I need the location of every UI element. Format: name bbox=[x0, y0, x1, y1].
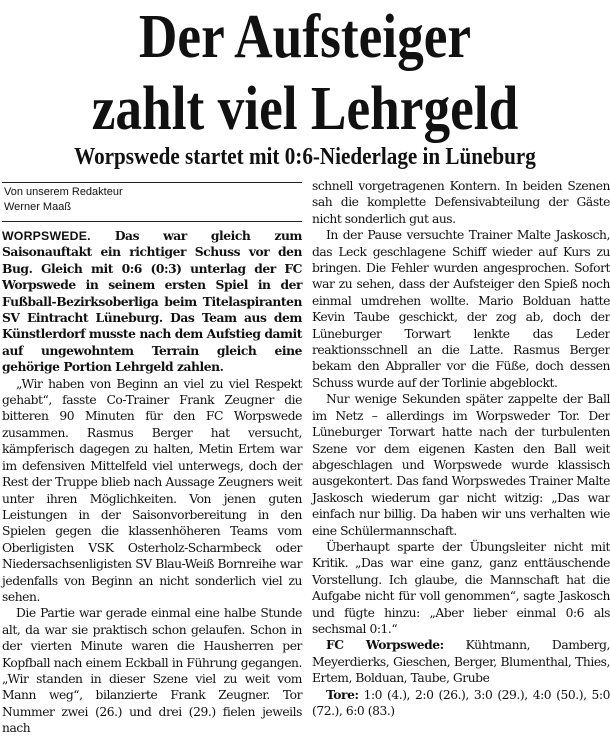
lineup-label: FC Worpswede: bbox=[326, 637, 444, 653]
byline-line-1: Von unserem Redakteur bbox=[4, 186, 123, 198]
lineup-text: Kühtmann, Damberg, Meyerdierks, Gieschen, Berger, Blumenthal, Thies, Ertem, Bolduan, Taube, Grube bbox=[312, 638, 610, 686]
byline bbox=[4, 185, 302, 215]
goals-label: Tore: bbox=[326, 686, 359, 702]
lead-paragraph bbox=[2, 228, 302, 376]
article-column-left bbox=[2, 178, 302, 737]
body-paragraph-1: „Wir haben von Beginn an viel zu viel Respekt gehabt“, fasste Co-Trainer Frank Zeugner die bitteren 90 Minuten für den FC Worpswede zusammen. Rasmus Berger hat versucht, kämpferisch dagegen zu halten, Metin Ertem war im defensiven Mittelfeld viel unterwegs, doch der Rest der Truppe blieb nach Aussage Zeugners weit unter ihren Möglichkeiten. Von jenen guten Leistungen in der Saisonvorbereitung in den Spielen gegen die klassenhöheren Teams vom Oberligisten VSK Osterholz-Scharmbeck oder Niedersachsenligisten SV Blau-Weiß Bornreihe war jedenfalls von Beginn an nicht sonderlich viel zu sehen. bbox=[2, 376, 302, 604]
article-column-right bbox=[312, 178, 610, 719]
body-paragraph-4: In der Pause versuchte Trainer Malte Jaskosch, das Leck geschlagene Schiff wieder auf Kurs zu bringen. Die Fehler wurden angesprochen. Sofort war zu sehen, dass der Aufsteiger den Spieß noch einmal umdrehen wollte. Mario Bolduan hatte Kevin Taube geschickt, der zog ab, doch der Lüneburger Torwart lenkte das Leder reaktionsschnell an die Latte. Rasmus Berger bekam den Abpraller vor die Füße, doch dessen Schuss wurde auf der Torlinie abgeblockt. bbox=[312, 228, 610, 390]
byline-bottom-rule bbox=[2, 221, 302, 222]
byline-author: Werner Maaß bbox=[4, 201, 72, 213]
body-paragraph-6: Überhaupt sparte der Übungsleiter nicht mit Kritik. „Das war eine ganz, ganz enttäuschende Vorstellung. Ich glaube, die Mannschaft hat die Aufgabe nicht für voll genommen“, sagte Jaskosch und fügte hinzu: „Aber lieber einmal 0:6 als sechsmal 0:1.“ bbox=[312, 539, 610, 636]
lead-text: Das war gleich zum Saisonauftakt ein richtiger Schuss vor den Bug. Gleich mit 0:6 (0:3) unterlag der FC Worpswede in seinem ersten Spiel in der Fußball-Bezirksoberliga beim Titelaspiranten SV Eintracht Lüneburg. Das Team aus dem Künstlerdorf musste nach dem Aufstieg damit auf ungewohntem Terrain gleich eine gehörige Portion Lehrgeld zahlen. bbox=[2, 228, 302, 375]
body-paragraph-3: schnell vorgetragenen Kontern. In beiden Szenen sah die komplette Defensivabteilung der Gäste nicht sonderlich gut aus. bbox=[312, 179, 610, 226]
subheadline: Worpswede startet mit 0:6-Niederlage in Lüneburg bbox=[74, 144, 536, 170]
headline-line-2: zahlt viel Lehrgeld bbox=[91, 75, 519, 143]
goals bbox=[312, 687, 610, 720]
body-paragraph-2: Die Partie war gerade einmal eine halbe Stunde alt, da war sie praktisch schon gelaufen. Schon in der vierten Minute waren die Hausherren per Kopfball nach einem Eckball in Führung gegangen. „Wir standen in dieser Szene viel zu weit vom Mann weg“, bilanzierte Frank Zeugner. Tor Nummer zwei (26.) und drei (29.) fielen jeweils nach bbox=[2, 606, 302, 736]
byline-top-rule bbox=[2, 182, 302, 183]
lineup bbox=[312, 637, 610, 686]
body-paragraph-5: Nur wenige Sekunden später zappelte der Ball im Netz – allerdings im Worpsweder Tor. Der Lüneburger Torwart hatte nach der turbulenten Szene vor dem eigenen Kasten den Ball weit abgeschlagen und Worpswede wurde klassisch ausgekontert. Das fand Worpswedes Trainer Malte Jaskosch wiederum gar nicht witzig: „Das war einfach nur billig. Da haben wir uns verhalten wie eine Schülermannschaft. bbox=[312, 392, 610, 538]
headline-line-1: Der Aufsteiger bbox=[138, 3, 472, 71]
goals-text: 1:0 (4.), 2:0 (26.), 3:0 (29.), 4:0 (50.), 5:0 (72.), 6:0 (83.) bbox=[312, 687, 610, 718]
dateline: WORPSWEDE. bbox=[2, 229, 91, 243]
